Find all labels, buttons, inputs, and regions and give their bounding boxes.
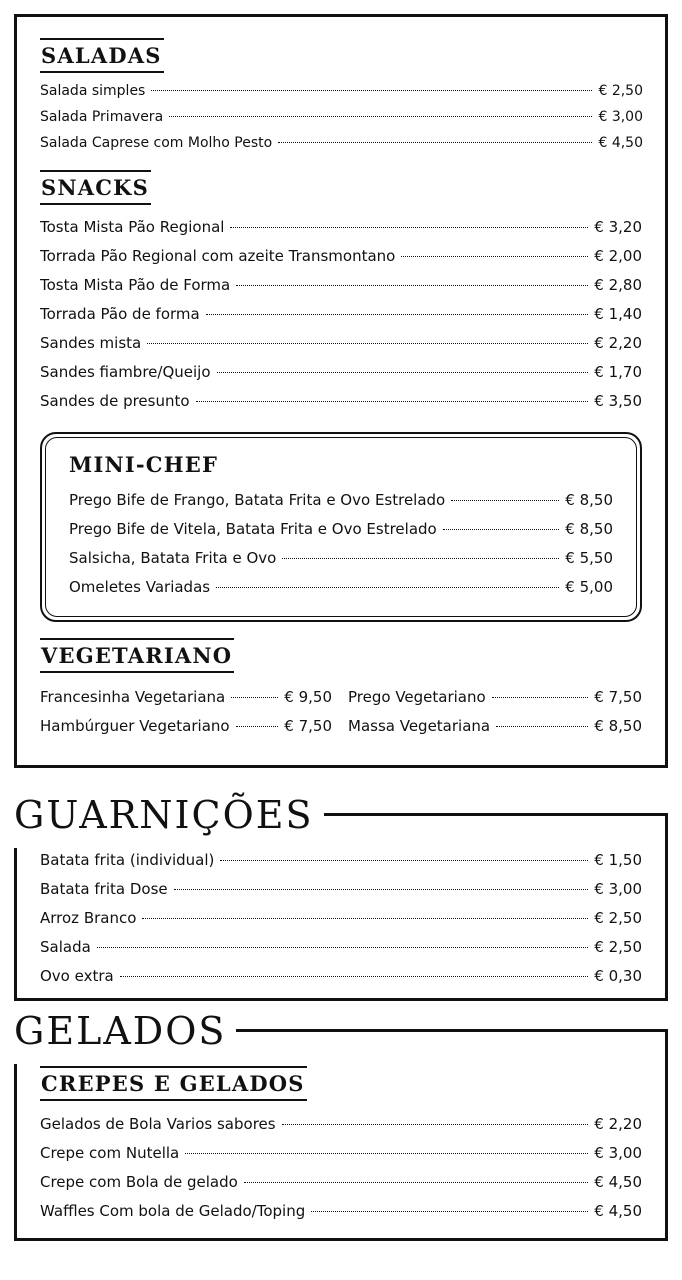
frame-line-bottom: [14, 998, 668, 1001]
item-price: € 1,40: [594, 305, 642, 323]
dot-leader: [451, 500, 559, 501]
item-price: € 7,50: [594, 688, 642, 706]
dot-leader: [236, 285, 588, 286]
frame-line-top: [320, 813, 668, 816]
item-name: Crepe com Bola de gelado: [40, 1173, 238, 1191]
item-name: Batata frita (individual): [40, 851, 215, 869]
item-name: Massa Vegetariana: [348, 717, 491, 735]
item-name: Omeletes Variadas: [69, 578, 211, 596]
frame-line-left: [14, 848, 17, 1001]
item-price: € 2,50: [598, 83, 643, 99]
item-price: € 2,50: [594, 909, 642, 927]
item-name: Tosta Mista Pão de Forma: [40, 276, 231, 294]
dot-leader: [492, 697, 589, 698]
item-price: € 8,50: [565, 491, 613, 509]
item-name: Ovo extra: [40, 967, 114, 985]
dot-leader: [151, 90, 592, 91]
dot-leader: [216, 587, 559, 588]
menu-item: [40, 107, 643, 127]
dot-leader: [147, 343, 588, 344]
item-name: Prego Bife de Frango, Batata Frita e Ovo Estrelado: [69, 491, 446, 509]
menu-item: [40, 1143, 642, 1163]
frame-line-right: [665, 813, 668, 1001]
menu-item: [40, 879, 642, 899]
frame-line-top: [235, 1029, 668, 1032]
dot-leader: [120, 976, 589, 977]
menu-item: [40, 687, 332, 707]
item-price: € 3,00: [594, 1144, 642, 1162]
dot-leader: [282, 558, 559, 559]
dot-leader: [97, 947, 588, 948]
item-name: Hambúrguer Vegetariano: [40, 717, 230, 735]
item-price: € 3,00: [594, 880, 642, 898]
menu-item: [40, 966, 642, 986]
dot-leader: [206, 314, 589, 315]
item-name: Prego Vegetariano: [348, 688, 486, 706]
item-name: Prego Bife de Vitela, Batata Frita e Ovo Estrelado: [69, 520, 437, 538]
dot-leader: [196, 401, 589, 402]
dot-leader: [311, 1211, 588, 1212]
guarnicoes-title: GUARNIÇÕES: [14, 796, 324, 834]
item-name: Sandes mista: [40, 334, 142, 352]
item-name: Tosta Mista Pão Regional: [40, 218, 225, 236]
item-price: € 4,50: [594, 1173, 642, 1191]
item-price: € 3,50: [594, 392, 642, 410]
menu-item: [69, 490, 613, 510]
menu-item: [40, 362, 642, 382]
menu-item: [40, 275, 642, 295]
dot-leader: [217, 372, 589, 373]
frame-line-bottom: [14, 1238, 668, 1241]
menu-item: [40, 133, 643, 153]
item-price: € 4,50: [594, 1202, 642, 1220]
minichef-title: MINI-CHEF: [69, 452, 219, 477]
item-name: Waffles Com bola de Gelado/Toping: [40, 1202, 306, 1220]
menu-item: [348, 716, 642, 736]
item-price: € 2,80: [594, 276, 642, 294]
menu-item: [69, 548, 613, 568]
dot-leader: [236, 726, 279, 727]
dot-leader: [278, 142, 592, 143]
frame-line-right: [665, 1029, 668, 1241]
menu-item: [69, 519, 613, 539]
item-price: € 2,00: [594, 247, 642, 265]
menu-item: [40, 908, 642, 928]
menu-item: [40, 1114, 642, 1134]
item-price: € 1,50: [594, 851, 642, 869]
gelados-title: GELADOS: [14, 1012, 236, 1050]
item-price: € 8,50: [565, 520, 613, 538]
item-price: € 1,70: [594, 363, 642, 381]
frame-line-left: [14, 1064, 17, 1241]
item-name: Torrada Pão Regional com azeite Transmontano: [40, 247, 396, 265]
item-name: Batata frita Dose: [40, 880, 168, 898]
item-name: Salada Caprese com Molho Pesto: [40, 135, 273, 151]
item-name: Salada Primavera: [40, 109, 164, 125]
item-price: € 2,20: [594, 1115, 642, 1133]
dot-leader: [244, 1182, 588, 1183]
item-price: € 5,50: [565, 549, 613, 567]
dot-leader: [496, 726, 588, 727]
snacks-title: SNACKS: [40, 170, 151, 205]
dot-leader: [282, 1124, 589, 1125]
dot-leader: [142, 918, 588, 919]
item-price: € 3,20: [594, 218, 642, 236]
item-name: Salsicha, Batata Frita e Ovo: [69, 549, 277, 567]
item-name: Salada simples: [40, 83, 146, 99]
vegetariano-title: VEGETARIANO: [40, 638, 234, 673]
item-price: € 9,50: [284, 688, 332, 706]
item-name: Sandes de presunto: [40, 392, 190, 410]
dot-leader: [231, 697, 278, 698]
item-price: € 0,30: [594, 967, 642, 985]
crepes-gelados-title: CREPES E GELADOS: [40, 1066, 307, 1101]
item-price: € 2,20: [594, 334, 642, 352]
item-name: Gelados de Bola Varios sabores: [40, 1115, 276, 1133]
item-price: € 4,50: [598, 135, 643, 151]
item-name: Torrada Pão de forma: [40, 305, 200, 323]
menu-item: [69, 577, 613, 597]
menu-item: [40, 391, 642, 411]
item-name: Sandes fiambre/Queijo: [40, 363, 211, 381]
menu-item: [40, 81, 643, 101]
dot-leader: [401, 256, 588, 257]
item-price: € 3,00: [598, 109, 643, 125]
menu-item: [40, 937, 642, 957]
menu-item: [40, 1172, 642, 1192]
menu-item: [40, 304, 642, 324]
menu-item: [40, 333, 642, 353]
menu-item: [40, 217, 642, 237]
menu-item: [40, 850, 642, 870]
menu-item: [40, 246, 642, 266]
dot-leader: [169, 116, 592, 117]
dot-leader: [230, 227, 588, 228]
dot-leader: [185, 1153, 588, 1154]
item-name: Crepe com Nutella: [40, 1144, 180, 1162]
menu-item: [40, 716, 332, 736]
dot-leader: [220, 860, 588, 861]
menu-item: [348, 687, 642, 707]
item-price: € 5,00: [565, 578, 613, 596]
item-price: € 2,50: [594, 938, 642, 956]
item-price: € 8,50: [594, 717, 642, 735]
dot-leader: [443, 529, 560, 530]
item-price: € 7,50: [284, 717, 332, 735]
item-name: Francesinha Vegetariana: [40, 688, 226, 706]
saladas-title: SALADAS: [40, 38, 164, 73]
item-name: Arroz Branco: [40, 909, 137, 927]
item-name: Salada: [40, 938, 91, 956]
dot-leader: [174, 889, 589, 890]
menu-item: [40, 1201, 642, 1221]
